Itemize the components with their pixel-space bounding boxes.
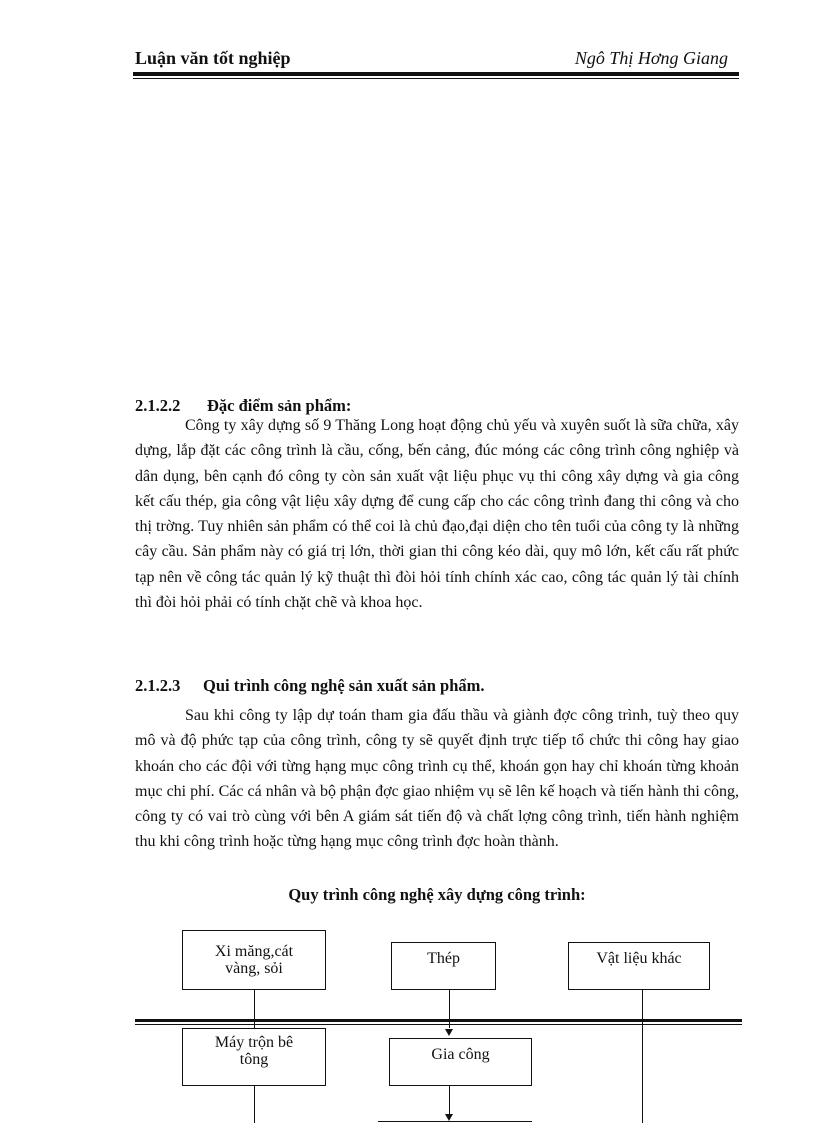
box-cement-line-2: vàng, sỏi (225, 960, 283, 977)
box-cement-line-1: Xi măng,cát (214, 943, 294, 960)
document-header-title: Luận văn tốt nghiệp (135, 48, 291, 68)
section-title: Qui trình công nghệ sản xuất sản phẩm. (203, 676, 485, 695)
connector-other-materials (642, 990, 643, 1123)
section-number: 2.1.2.2 (135, 396, 181, 415)
material-flow-bar-thin (135, 1024, 742, 1025)
box-mixer-line-1: Máy trộn bê (214, 1034, 294, 1051)
connector-mixer-down (254, 1086, 255, 1123)
paragraph-product-features: Công ty xây dựng số 9 Thăng Long hoạt động chủ yếu và xuyên suốt là sữa chữa, xây dựng, lắp đặt các công trình là cầu, cống, bến cảng, đúc móng các công trình công nghiệp và dân dụng, bên cạnh đó công ty còn sản xuất vật liệu phục vụ thi công xây dựng và gia công kết cấu thép, gia công vật liệu xây dựng để cung cấp cho các công trình đang thi công và cho thị trờng. Tuy nhiên sản phẩm có thể coi là chủ đạo,đại diện cho tên tuổi của công ty là những cây cầu. Sản phẩm này có giá trị lớn, thời gian thi công kéo dài, quy mô lớn, kết cấu rất phức tạp nên về công tác quản lý kỹ thuật thì đòi hỏi tính chính xác cao, công tác quản lý tài chính thì đòi hỏi phải có tính chặt chẽ và khoa học. (135, 417, 739, 612)
arrow-down-icon (445, 1029, 453, 1036)
next-box-top-edge (378, 1121, 532, 1122)
box-processing (389, 1038, 532, 1086)
header-rule-thick (133, 72, 739, 76)
box-other-materials (568, 942, 710, 990)
paragraph-production-process: Sau khi công ty lập dự toán tham gia đấu thầu và giành đợc công trình, tuỳ theo quy mô và độ phức tạp của công trình, công ty sẽ quyết định trực tiếp tổ chức thi công hay giao khoán cho các đội với từng hạng mục công trình cụ thể, khoán gọn hay chỉ khoán từng khoản mục chi phí. Các cá nhân và bộ phận đợc giao nhiệm vụ sẽ lên kế hoạch và tiến hành thi công, công ty có vai trò cùng với bên A giám sát tiến độ và chất lợng công trình, tiến hành nghiệm thu khi công trình hoặc từng hạng mục công trình đợc hoàn thành. (135, 707, 739, 851)
arrow-down-icon (445, 1114, 453, 1121)
box-other-materials-label: Vật liệu khác (596, 950, 682, 967)
section-title: Đặc điểm sản phẩm: (207, 396, 352, 415)
box-mixer-line-2: tông (239, 1051, 269, 1068)
document-header-author: Ngô Thị Hơng Giang (574, 48, 728, 68)
box-steel-label: Thép (427, 950, 460, 967)
box-concrete-mixer (182, 1028, 326, 1086)
connector-processing-down (449, 1086, 450, 1114)
section-heading-production-process (135, 674, 485, 698)
header-rule-thin (133, 78, 739, 79)
section-number: 2.1.2.3 (135, 676, 181, 695)
box-processing-label: Gia công (431, 1046, 490, 1063)
material-flow-bar-thick (135, 1019, 742, 1022)
diagram-caption: Quy trình công nghệ xây dựng công trình: (288, 885, 586, 904)
box-steel (391, 942, 496, 990)
connector-steel-to-processing (449, 990, 450, 1028)
box-cement-sand-gravel (182, 930, 326, 990)
